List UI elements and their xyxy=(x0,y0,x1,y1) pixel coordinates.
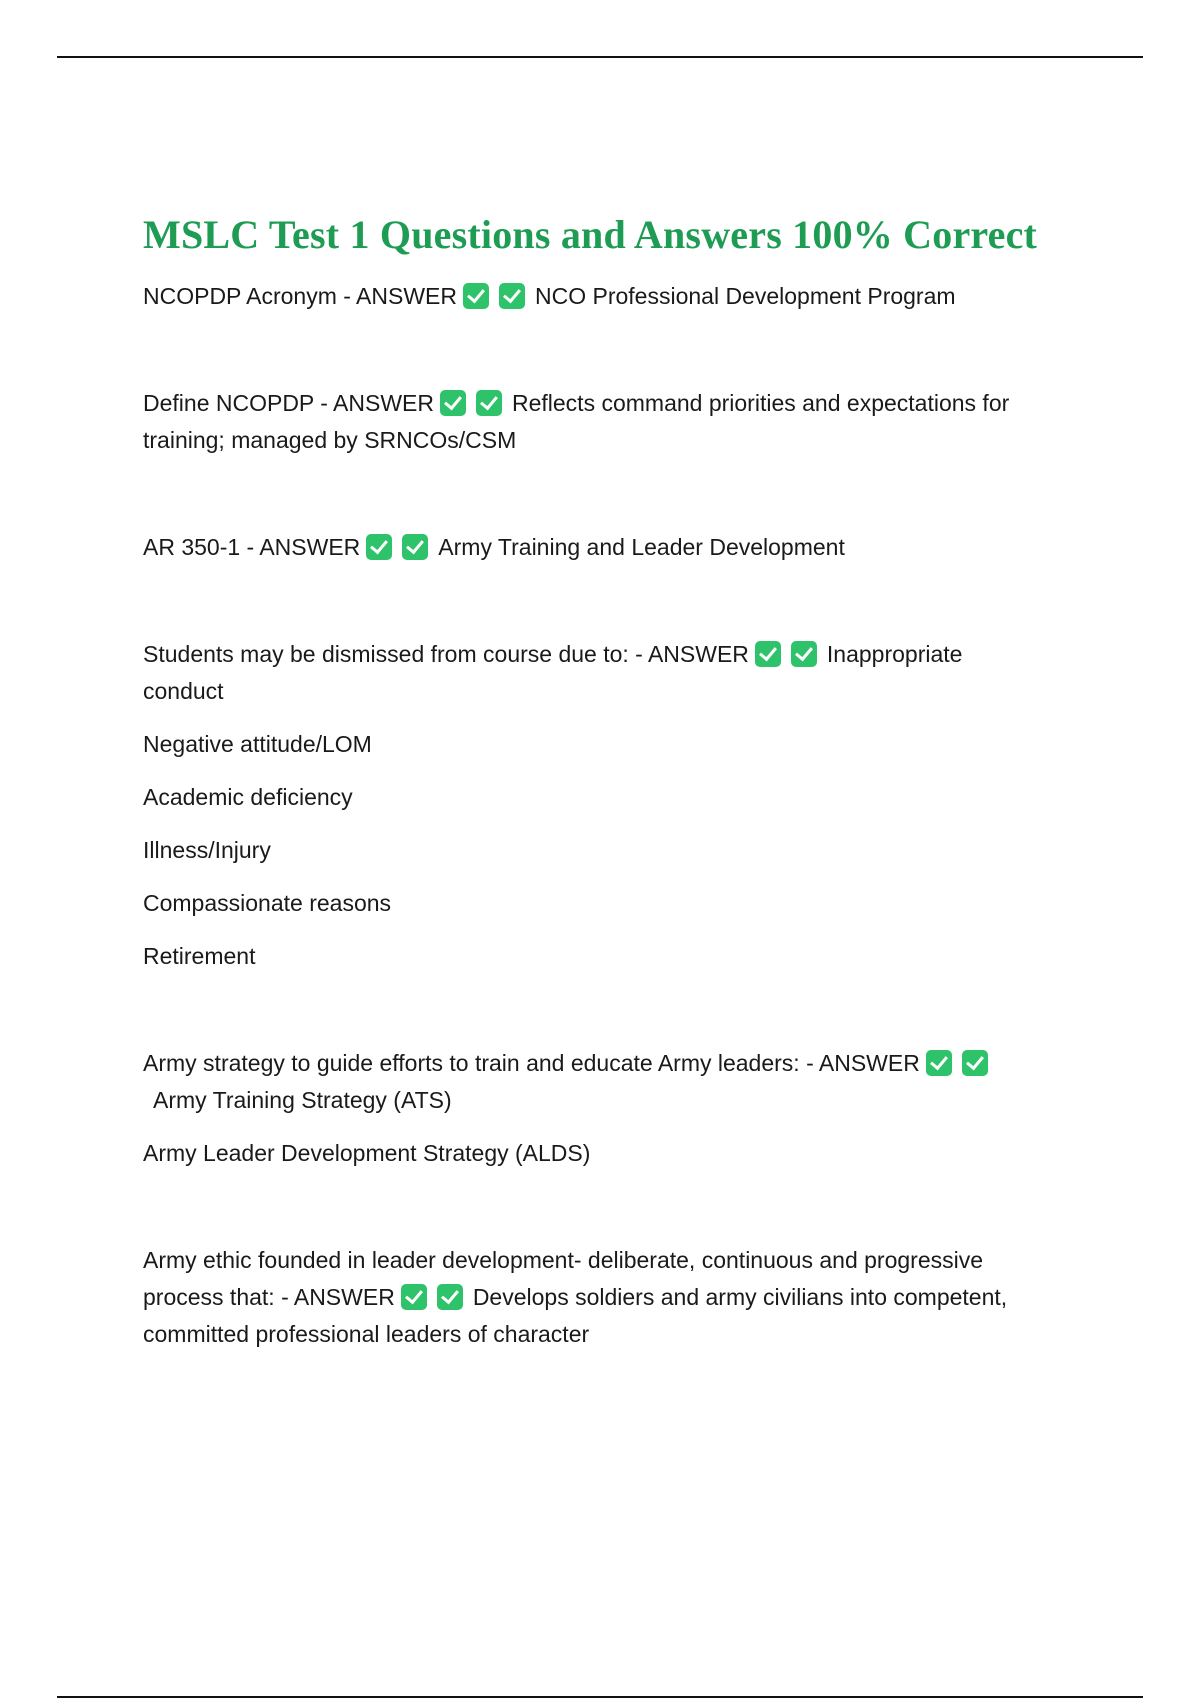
green-checkmark-icon xyxy=(755,641,781,667)
qa-line xyxy=(143,1045,1043,1119)
question-text: AR 350-1 - xyxy=(143,534,260,560)
qa-line xyxy=(143,1242,1043,1353)
qa-entry-3 xyxy=(143,529,1043,566)
qa-entry-2 xyxy=(143,385,1043,459)
qa-line xyxy=(143,529,1043,566)
green-checkmark-icon xyxy=(926,1050,952,1076)
green-checkmark-icon xyxy=(437,1284,463,1310)
green-checkmark-icon xyxy=(402,534,428,560)
answer-extra-line: Academic deficiency xyxy=(143,784,353,810)
green-checkmark-icon xyxy=(401,1284,427,1310)
question-text: Army ethic founded in leader development- deliberate, continuous and progressive process that: - xyxy=(143,1247,984,1310)
qa-entry-1 xyxy=(143,278,1043,315)
top-rule xyxy=(57,56,1143,58)
green-checkmark-icon xyxy=(366,534,392,560)
bottom-rule xyxy=(57,1696,1143,1698)
answer-text: Army Training and Leader Development xyxy=(438,534,845,560)
document-title: MSLC Test 1 Questions and Answers 100% Correct xyxy=(143,212,1038,257)
green-checkmark-icon xyxy=(962,1050,988,1076)
answer-extra-line: Compassionate reasons xyxy=(143,890,392,916)
green-checkmark-icon xyxy=(499,283,525,309)
answer-extra-line: Army Leader Development Strategy (ALDS) xyxy=(143,1140,591,1166)
qa-entry-5 xyxy=(143,1045,1043,1172)
answer-extra-line: Retirement xyxy=(143,943,256,969)
question-text: NCOPDP Acronym - xyxy=(143,283,357,309)
green-checkmark-icon xyxy=(440,390,466,416)
qa-line xyxy=(143,278,1043,315)
answer-extra-line: Negative attitude/LOM xyxy=(143,731,372,757)
qa-entry-6 xyxy=(143,1242,1043,1353)
answer-marker: ANSWER xyxy=(333,390,434,416)
answer-marker: ANSWER xyxy=(293,1284,395,1310)
answer-marker: ANSWER xyxy=(647,641,749,667)
green-checkmark-icon xyxy=(791,641,817,667)
answer-marker: ANSWER xyxy=(818,1050,920,1076)
qa-line xyxy=(143,636,1043,710)
answer-marker: ANSWER xyxy=(259,534,361,560)
green-checkmark-icon xyxy=(463,283,489,309)
answer-text: NCO Professional Development Program xyxy=(534,283,956,309)
green-checkmark-icon xyxy=(476,390,502,416)
question-text: Students may be dismissed from course due to: - xyxy=(143,641,648,667)
answer-marker: ANSWER xyxy=(356,283,457,309)
question-text: Define NCOPDP - xyxy=(143,390,334,416)
qa-line xyxy=(143,385,1043,459)
document-body xyxy=(143,210,1043,1353)
qa-entry-4 xyxy=(143,636,1043,975)
answer-text: Develops soldiers and army civilians into competent, committed professional leaders of character xyxy=(143,1284,1008,1347)
question-text: Army strategy to guide efforts to train and educate Army leaders: - xyxy=(143,1050,819,1076)
answer-text: Inappropriate conduct xyxy=(143,641,963,704)
answer-text: Reflects command priorities and expectations for training; managed by SRNCOs/CSM xyxy=(143,390,1010,453)
answer-text: Army Training Strategy (ATS) xyxy=(153,1087,452,1113)
answer-extra-line: Illness/Injury xyxy=(143,837,271,863)
